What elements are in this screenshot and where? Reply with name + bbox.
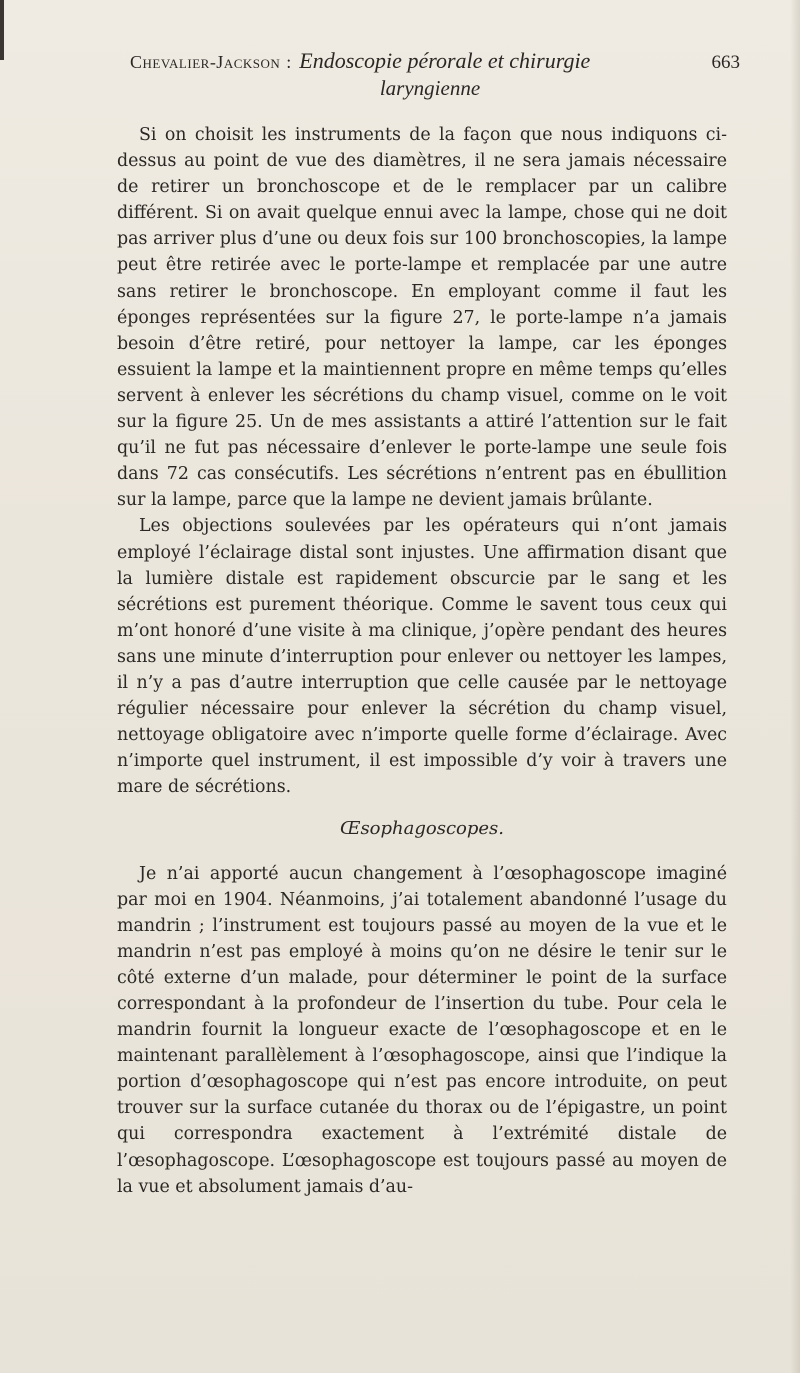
running-header [130, 48, 740, 101]
page-number: 663 [711, 52, 740, 73]
paragraph: Je n’ai apporté aucun changement à l’œsophagoscope imaginé par moi en 1904. Néanmoins, j’ai totalement abandonné l’usage du mandrin ; l’instrument est toujours passé au moyen de la vue et le mandrin n’est pas employé à moins qu’on ne désire le tenir sur le côté externe d’un malade, pour déterminer le point de la surface correspondant à la profondeur de l’insertion du tube. Pour cela le mandrin fournit la longueur exacte de l’œsophagoscope et en le maintenant parallèlement à l’œsophagoscope, ainsi que l’indique la portion d’œsophagoscope qui n’est pas encore introduite, on peut trouver sur la surface cutanée du thorax ou de l’épigastre, un point qui correspondra exactement à l’extrémité distale de l’œsophagoscope. L’œsophagoscope est toujours passé au moyen de la vue et absolument jamais d’au- [117, 863, 727, 1197]
header-separator: : [286, 52, 292, 72]
page-edge-mark [0, 0, 4, 60]
header-title: Endoscopie pérorale et chirurgie [299, 48, 591, 73]
header-title-continued: laryngienne [379, 76, 481, 100]
page-right-shadow [790, 0, 800, 1373]
running-header-line [130, 48, 740, 78]
body-text [117, 122, 727, 1200]
header-author: Chevalier-Jackson [130, 52, 281, 72]
section-heading: Œsophagoscopes. [339, 818, 505, 840]
paragraph: Les objections soulevées par les opérateurs qui n’ont jamais employé l’éclairage distal sont injustes. Une affirmation disant que la lumière distale est rapidement obscurcie par le sang et les sécrétions est purement théorique. Comme le savent tous ceux qui m’ont honoré d’une visite à ma clinique, j’opère pendant des heures sans une minute d’interruption pour enlever ou nettoyer les lampes, il n’y a pas d’autre interruption que celle causée par le nettoyage régulier nécessaire pour enlever la sécrétion du champ visuel, nettoyage obligatoire avec n’importe quelle forme d’éclairage. Avec n’importe quel instrument, il est impossible d’y voir à travers une mare de sécrétions. [117, 516, 727, 798]
paragraph: Si on choisit les instruments de la façon que nous indiquons ci-dessus au point de vue des diamètres, il ne sera jamais nécessaire de retirer un bronchoscope et de le remplacer par un calibre différent. Si on avait quelque ennui avec la lampe, chose qui ne doit pas arriver plus d’une ou deux fois sur 100 bronchoscopies, la lampe peut être retirée avec le porte-lampe et remplacée par une autre sans retirer le bronchoscope. En employant comme il faut les éponges représentées sur la figure 27, le porte-lampe n’a jamais besoin d’être retiré, pour nettoyer la lampe, car les éponges essuient la lampe et la maintiennent propre en même temps qu’elles servent à enlever les sécrétions du champ visuel, comme on le voit sur la figure 25. Un de mes assistants a attiré l’attention sur le fait qu’il ne fut pas nécessaire d’enlever le porte-lampe une seule fois dans 72 cas consécutifs. Les sécrétions n’entrent pas en ébullition sur la lampe, parce que la lampe ne devient jamais brûlante. [117, 125, 727, 511]
